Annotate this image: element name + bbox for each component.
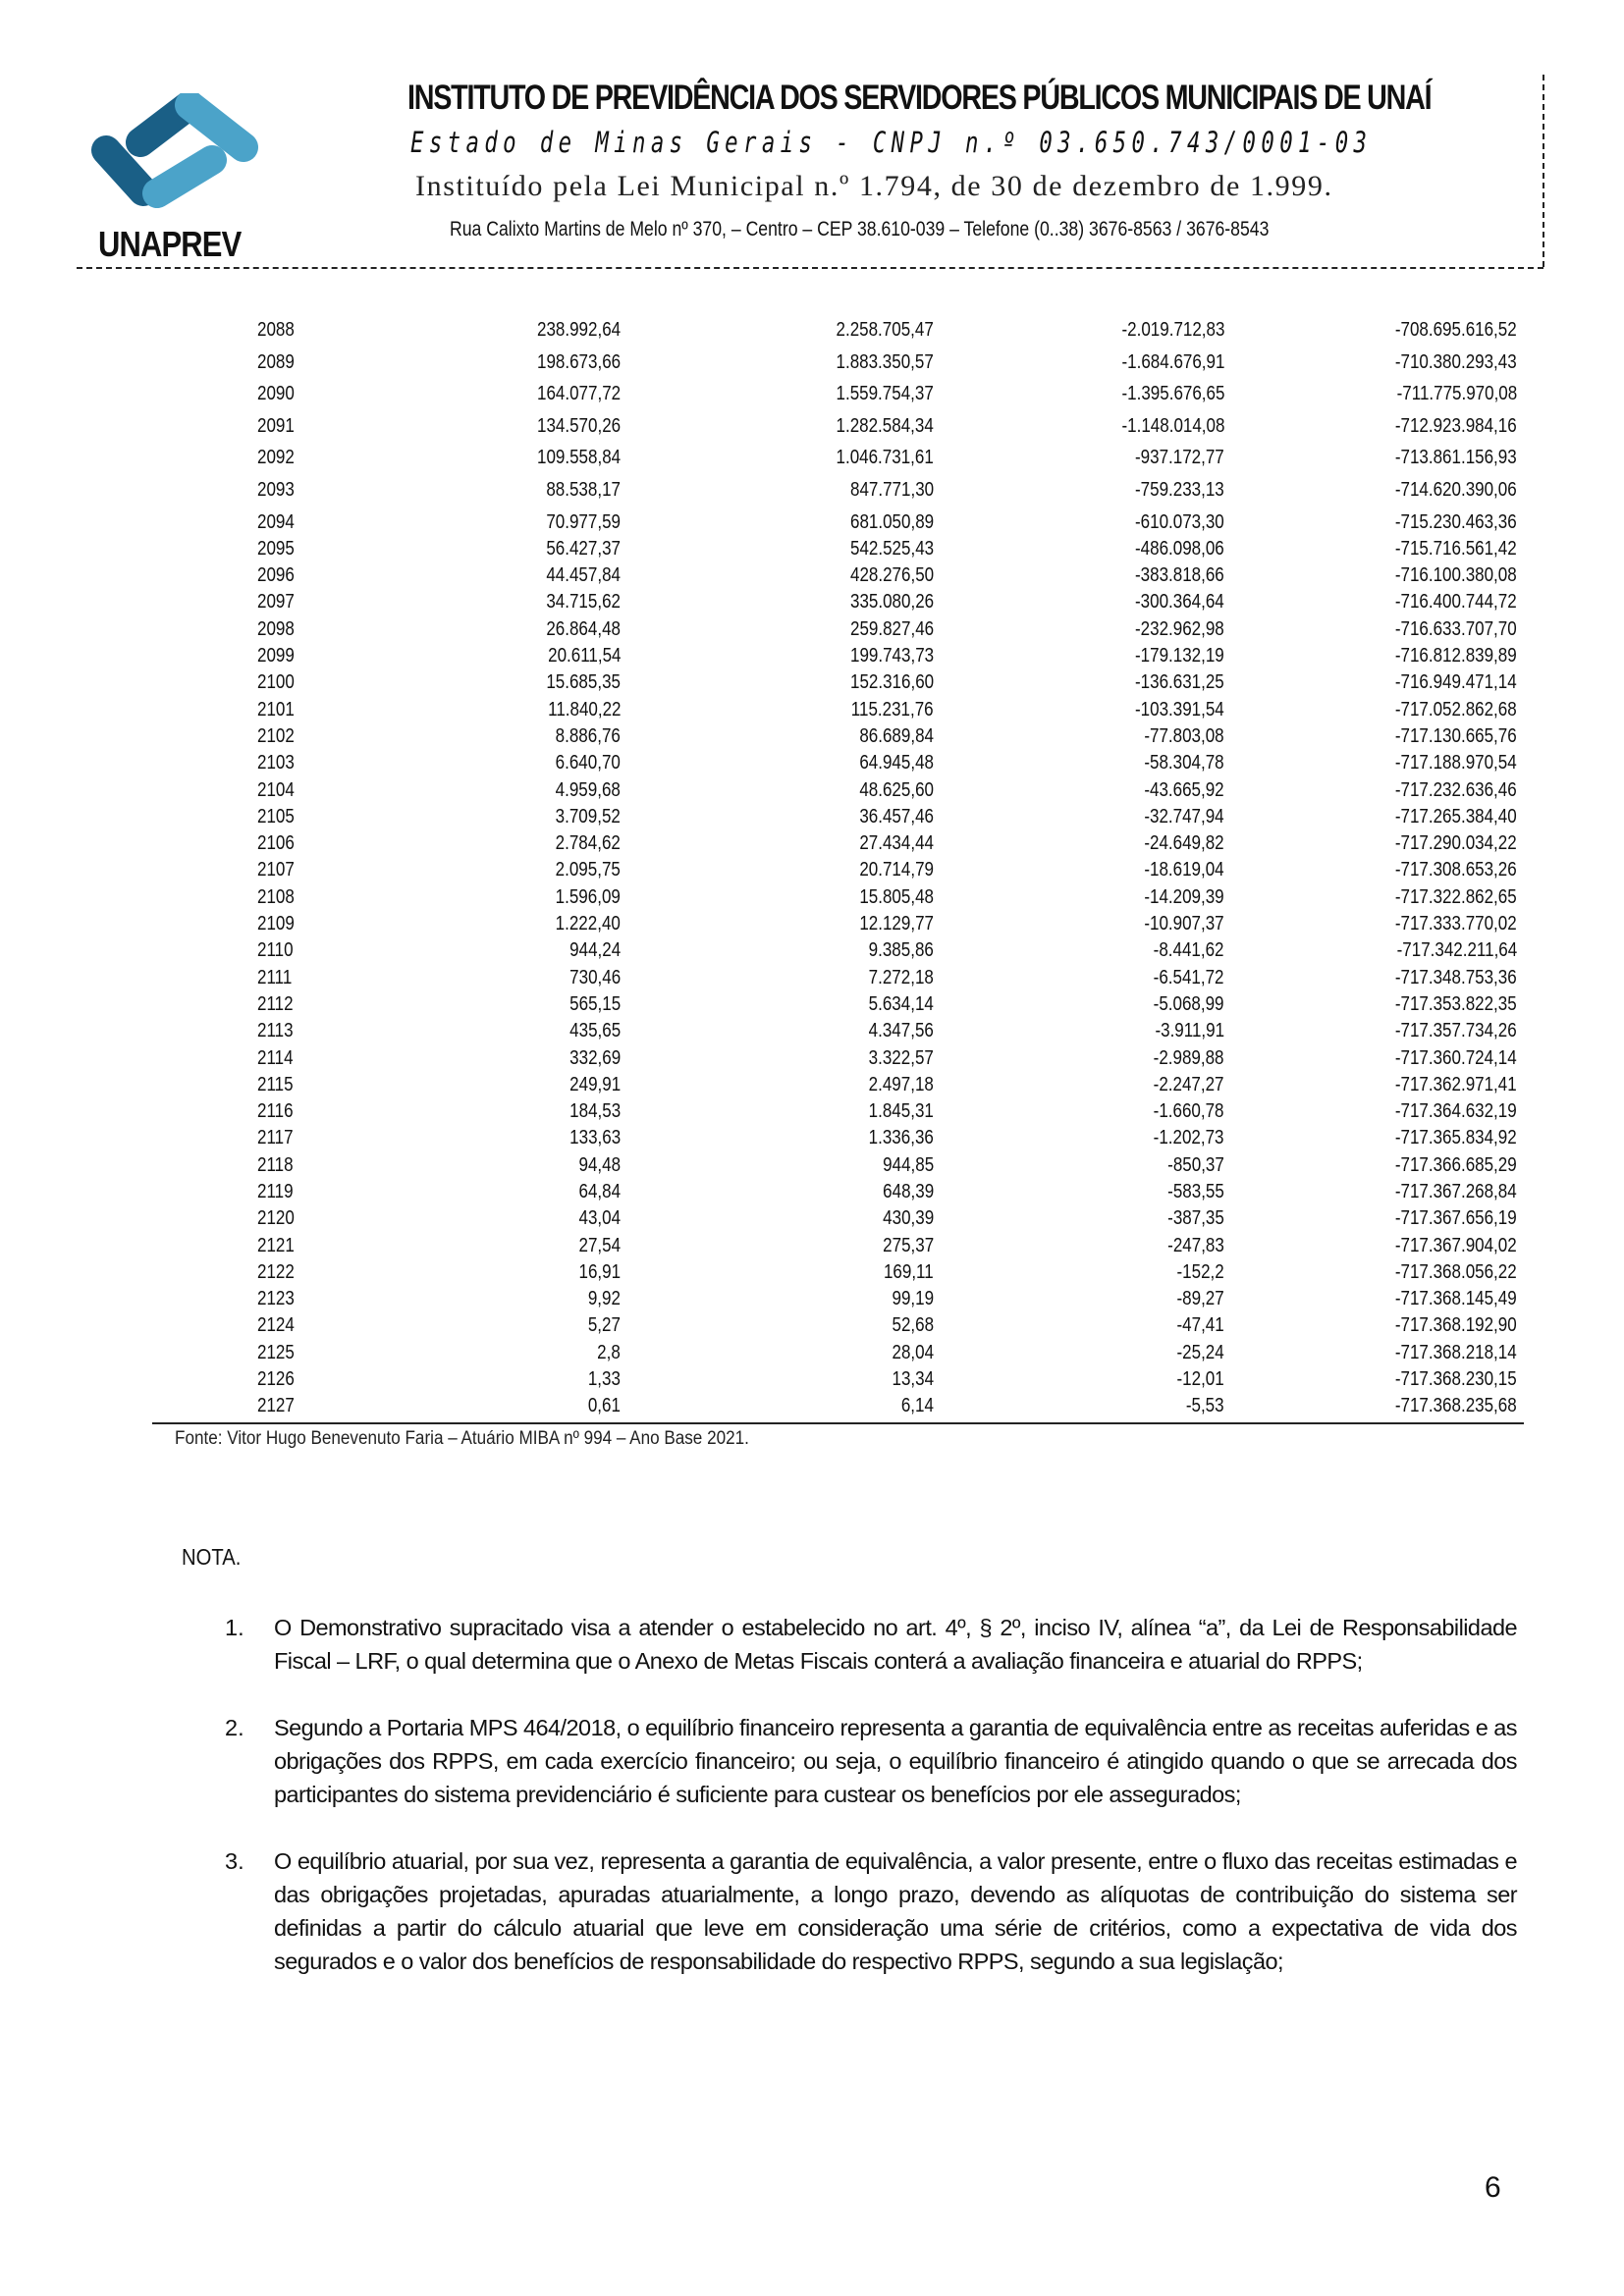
table-row [147,776,1522,803]
expense-cell: 5.634,14 [868,992,934,1015]
revenue-cell: 1.222,40 [555,913,621,935]
revenue-cell: 64,84 [578,1180,621,1202]
result-cell: -14.209,39 [1144,885,1224,908]
projection-table [147,316,1522,1419]
state-cnpj-line: Estado de Minas Gerais - CNPJ n.º 03.650.743/0001-03 [410,126,1373,159]
table-row [147,722,1522,749]
result-cell: -300.364,64 [1135,591,1224,614]
revenue-cell: 70.977,59 [546,510,621,533]
expense-cell: 648,39 [883,1180,934,1202]
revenue-cell: 20.611,54 [547,645,621,667]
year-cell: 2088 [257,319,295,341]
note-number: 3. [225,1848,244,1874]
year-cell: 2101 [257,698,295,721]
year-cell: 2112 [257,992,294,1015]
result-cell: -179.132,19 [1135,645,1224,667]
revenue-cell: 8.886,76 [555,724,621,747]
revenue-cell: 88.538,17 [546,478,621,501]
table-row [147,444,1522,476]
balance-cell: -717.052.862,68 [1395,698,1517,721]
result-cell: -32.747,94 [1144,805,1224,828]
result-cell: -2.989,88 [1154,1046,1224,1069]
result-cell: -3.911,91 [1155,1020,1224,1042]
balance-cell: -717.362.971,41 [1395,1073,1517,1095]
revenue-cell: 0,61 [587,1395,621,1417]
revenue-cell: 26.864,48 [546,617,621,640]
result-cell: -89,27 [1176,1288,1224,1310]
revenue-cell: 164.077,72 [536,383,621,405]
year-cell: 2090 [257,383,295,405]
note-item [221,1711,1517,1811]
year-cell: 2103 [257,752,295,774]
table-row [147,910,1522,936]
unaprev-logo-icon [86,93,268,211]
result-cell: -2.019.712,83 [1121,319,1224,341]
table-row [147,1204,1522,1231]
balance-cell: -717.367.656,19 [1395,1207,1517,1230]
revenue-cell: 435,65 [569,1020,621,1042]
result-cell: -1.202,73 [1154,1127,1224,1149]
revenue-cell: 238.992,64 [536,319,621,341]
expense-cell: 99,19 [892,1288,934,1310]
year-cell: 2107 [257,859,295,881]
note-item [221,1844,1517,1978]
header-side-divider [1543,75,1544,267]
result-cell: -5,53 [1186,1395,1224,1417]
revenue-cell: 2.095,75 [555,859,621,881]
expense-cell: 20.714,79 [859,859,934,881]
balance-cell: -717.368.235,68 [1395,1395,1517,1417]
result-cell: -10.907,37 [1144,913,1224,935]
result-cell: -103.391,54 [1135,698,1224,721]
year-cell: 2126 [257,1368,295,1391]
revenue-cell: 43,04 [578,1207,621,1230]
expense-cell: 13,34 [892,1368,934,1391]
year-cell: 2093 [257,478,295,501]
table-row [147,588,1522,614]
expense-cell: 12.129,77 [859,913,934,935]
balance-cell: -717.364.632,19 [1395,1100,1517,1123]
result-cell: -152,2 [1176,1260,1224,1283]
table-row [147,1232,1522,1258]
revenue-cell: 56.427,37 [546,537,621,560]
logo-text: UNAPREV [98,224,242,264]
revenue-cell: 133,63 [569,1127,621,1149]
year-cell: 2105 [257,805,295,828]
year-cell: 2119 [257,1180,294,1202]
result-cell: -1.395.676,65 [1121,383,1224,405]
balance-cell: -717.232.636,46 [1395,778,1517,801]
table-row [147,936,1522,963]
expense-cell: 681.050,89 [849,510,934,533]
result-cell: -850,37 [1167,1153,1224,1176]
balance-cell: -711.775.970,08 [1396,383,1517,405]
expense-cell: 847.771,30 [849,478,934,501]
notes-heading: NOTA. [182,1544,242,1570]
balance-cell: -712.923.984,16 [1395,414,1517,437]
year-cell: 2120 [257,1207,295,1230]
result-cell: -18.619,04 [1144,859,1224,881]
balance-cell: -717.322.862,65 [1395,885,1517,908]
balance-cell: -717.290.034,22 [1395,832,1517,855]
result-cell: -247,83 [1167,1234,1224,1256]
table-row [147,883,1522,910]
revenue-cell: 730,46 [569,966,621,988]
expense-cell: 169,11 [884,1260,934,1283]
table-bottom-rule [152,1422,1524,1424]
year-cell: 2091 [257,414,295,437]
revenue-cell: 15.685,35 [546,671,621,694]
year-cell: 2109 [257,913,295,935]
revenue-cell: 9,92 [587,1288,621,1310]
expense-cell: 1.559.754,37 [836,383,934,405]
balance-cell: -717.188.970,54 [1395,752,1517,774]
year-cell: 2099 [257,645,295,667]
address-line: Rua Calixto Martins de Melo nº 370, – Centro – CEP 38.610-039 – Telefone (0..38) 3676-8563 / 3676-8543 [450,218,1270,240]
table-row [147,380,1522,412]
expense-cell: 2.258.705,47 [836,319,934,341]
table-row [147,316,1522,348]
note-text: Segundo a Portaria MPS 464/2018, o equilíbrio financeiro representa a garantia de equivalência entre as receitas auferidas e as obrigações dos RPPS, em cada exercício financeiro; ou seja, o equilíbrio financeiro é atingido quando o que se arrecada dos participantes do sistema previdenciário é suficiente para custear os benefícios por ele assegurados; [274,1715,1517,1807]
expense-cell: 15.805,48 [859,885,934,908]
expense-cell: 27.434,44 [859,832,934,855]
table-row [147,1044,1522,1071]
balance-cell: -715.716.561,42 [1395,537,1517,560]
note-number: 1. [225,1615,244,1640]
table-row [147,615,1522,642]
result-cell: -77.803,08 [1144,724,1224,747]
balance-cell: -717.360.724,14 [1395,1046,1517,1069]
balance-cell: -716.812.839,89 [1395,645,1517,667]
balance-cell: -717.367.904,02 [1395,1234,1517,1256]
balance-cell: -717.308.653,26 [1395,859,1517,881]
year-cell: 2124 [257,1314,295,1337]
expense-cell: 4.347,56 [868,1020,934,1042]
balance-cell: -717.348.753,36 [1395,966,1517,988]
balance-cell: -717.357.734,26 [1395,1020,1517,1042]
result-cell: -5.068,99 [1154,992,1224,1015]
page-number: 6 [1485,2171,1501,2204]
expense-cell: 1.883.350,57 [836,350,934,373]
table-row [147,990,1522,1017]
year-cell: 2096 [257,564,295,587]
table-row [147,668,1522,695]
table-row [147,964,1522,990]
revenue-cell: 5,27 [587,1314,621,1337]
note-item [221,1611,1517,1678]
table-row [147,1311,1522,1338]
expense-cell: 2.497,18 [868,1073,934,1095]
table-row [147,642,1522,668]
result-cell: -1.684.676,91 [1121,350,1224,373]
revenue-cell: 44.457,84 [546,564,621,587]
revenue-cell: 11.840,22 [547,698,621,721]
expense-cell: 944,85 [883,1153,934,1176]
expense-cell: 542.525,43 [849,537,934,560]
year-cell: 2125 [257,1341,295,1363]
table-row [147,1124,1522,1150]
year-cell: 2106 [257,832,295,855]
table-row [147,1017,1522,1043]
balance-cell: -717.365.834,92 [1395,1127,1517,1149]
expense-cell: 3.322,57 [868,1046,934,1069]
revenue-cell: 3.709,52 [555,805,621,828]
balance-cell: -717.265.384,40 [1395,805,1517,828]
table-row [147,535,1522,561]
table-row [147,412,1522,445]
revenue-cell: 249,91 [569,1073,621,1095]
result-cell: -486.098,06 [1135,537,1224,560]
table-row [147,749,1522,775]
result-cell: -610.073,30 [1135,510,1224,533]
year-cell: 2123 [257,1288,295,1310]
result-cell: -43.665,92 [1144,778,1224,801]
expense-cell: 28,04 [892,1341,934,1363]
result-cell: -1.660,78 [1154,1100,1224,1123]
table-row [147,1258,1522,1285]
revenue-cell: 565,15 [569,992,621,1015]
expense-cell: 428.276,50 [849,564,934,587]
year-cell: 2114 [257,1046,294,1069]
result-cell: -58.304,78 [1144,752,1224,774]
balance-cell: -716.100.380,08 [1395,564,1517,587]
revenue-cell: 2.784,62 [555,832,621,855]
balance-cell: -716.400.744,72 [1395,591,1517,614]
table-row [147,1285,1522,1311]
balance-cell: -716.633.707,70 [1395,617,1517,640]
year-cell: 2115 [257,1073,294,1095]
expense-cell: 86.689,84 [859,724,934,747]
year-cell: 2094 [257,510,295,533]
note-text: O Demonstrativo supracitado visa a atender o estabelecido no art. 4º, § 2º, inciso IV, alínea “a”, da Lei de Responsabilidade Fiscal – LRF, o qual determina que o Anexo de Metas Fiscais conterá a avaliação financeira e atuarial do RPPS; [274,1615,1517,1674]
table-row [147,508,1522,535]
balance-cell: -717.368.218,14 [1395,1341,1517,1363]
result-cell: -12,01 [1176,1368,1224,1391]
year-cell: 2095 [257,537,295,560]
expense-cell: 1.282.584,34 [836,414,934,437]
result-cell: -47,41 [1176,1314,1224,1337]
result-cell: -759.233,13 [1135,478,1224,501]
table-row [147,476,1522,508]
revenue-cell: 1.596,09 [555,885,621,908]
result-cell: -937.172,77 [1135,447,1224,469]
result-cell: -2.247,27 [1154,1073,1224,1095]
table-row [147,829,1522,856]
balance-cell: -717.342.211,64 [1396,939,1517,962]
result-cell: -25,24 [1176,1341,1224,1363]
table-row [147,1071,1522,1097]
revenue-cell: 944,24 [569,939,621,962]
expense-cell: 199.743,73 [849,645,934,667]
revenue-cell: 94,48 [578,1153,621,1176]
year-cell: 2102 [257,724,295,747]
revenue-cell: 1,33 [587,1368,621,1391]
year-cell: 2116 [257,1100,294,1123]
table-row [147,1339,1522,1365]
expense-cell: 115.231,76 [851,698,934,721]
note-number: 2. [225,1715,244,1740]
year-cell: 2117 [257,1127,294,1149]
revenue-cell: 2,8 [597,1341,621,1363]
table-row [147,561,1522,588]
revenue-cell: 184,53 [569,1100,621,1123]
table-source: Fonte: Vitor Hugo Benevenuto Faria – Atuário MIBA nº 994 – Ano Base 2021. [175,1428,749,1449]
table-row [147,856,1522,882]
expense-cell: 64.945,48 [859,752,934,774]
balance-cell: -717.368.192,90 [1395,1314,1517,1337]
balance-cell: -717.368.145,49 [1395,1288,1517,1310]
balance-cell: -717.130.665,76 [1395,724,1517,747]
year-cell: 2118 [257,1153,294,1176]
balance-cell: -717.333.770,02 [1395,913,1517,935]
year-cell: 2097 [257,591,295,614]
revenue-cell: 332,69 [569,1046,621,1069]
table-row [147,696,1522,722]
table-row [147,1178,1522,1204]
revenue-cell: 16,91 [578,1260,621,1283]
note-text: O equilíbrio atuarial, por sua vez, representa a garantia de equivalência, a valor presente, entre o fluxo das receitas estimadas e das obrigações projetadas, apuradas atuarialmente, a longo prazo, devendo as alíquotas de contribuição do sistema ser definidas a partir do cálculo atuarial que leve em consideração uma série de critérios, como a expectativa de vida dos segurados e o valor dos benefícios de responsabilidade do respectivo RPPS, segundo a sua legislação; [274,1848,1517,1974]
expense-cell: 275,37 [883,1234,934,1256]
year-cell: 2111 [257,966,293,988]
revenue-cell: 134.570,26 [536,414,621,437]
expense-cell: 259.827,46 [849,617,934,640]
result-cell: -583,55 [1167,1180,1224,1202]
year-cell: 2110 [257,939,294,962]
result-cell: -6.541,72 [1154,966,1224,988]
revenue-cell: 198.673,66 [536,350,621,373]
balance-cell: -717.353.822,35 [1395,992,1517,1015]
expense-cell: 430,39 [883,1207,934,1230]
year-cell: 2113 [257,1020,294,1042]
year-cell: 2108 [257,885,295,908]
expense-cell: 48.625,60 [859,778,934,801]
revenue-cell: 109.558,84 [536,447,621,469]
result-cell: -24.649,82 [1144,832,1224,855]
expense-cell: 52,68 [892,1314,934,1337]
year-cell: 2121 [257,1234,295,1256]
institute-title: INSTITUTO DE PREVIDÊNCIA DOS SERVIDORES PÚBLICOS MUNICIPAIS DE UNAÍ [407,79,1432,117]
table-row [147,1392,1522,1418]
expense-cell: 1.046.731,61 [836,447,934,469]
year-cell: 2104 [257,778,295,801]
revenue-cell: 34.715,62 [546,591,621,614]
result-cell: -136.631,25 [1135,671,1224,694]
result-cell: -383.818,66 [1135,564,1224,587]
revenue-cell: 4.959,68 [555,778,621,801]
table-row [147,1097,1522,1124]
expense-cell: 1.845,31 [868,1100,934,1123]
result-cell: -387,35 [1167,1207,1224,1230]
expense-cell: 152.316,60 [849,671,934,694]
expense-cell: 9.385,86 [868,939,934,962]
expense-cell: 335.080,26 [849,591,934,614]
balance-cell: -717.368.056,22 [1395,1260,1517,1283]
balance-cell: -713.861.156,93 [1395,447,1517,469]
year-cell: 2098 [257,617,295,640]
table-row [147,1151,1522,1178]
balance-cell: -710.380.293,43 [1395,350,1517,373]
balance-cell: -714.620.390,06 [1395,478,1517,501]
year-cell: 2127 [257,1395,295,1417]
balance-cell: -715.230.463,36 [1395,510,1517,533]
balance-cell: -716.949.471,14 [1395,671,1517,694]
table-row [147,348,1522,381]
revenue-cell: 6.640,70 [555,752,621,774]
header-divider [77,267,1543,269]
balance-cell: -717.368.230,15 [1395,1368,1517,1391]
result-cell: -1.148.014,08 [1121,414,1224,437]
expense-cell: 1.336,36 [868,1127,934,1149]
balance-cell: -708.695.616,52 [1395,319,1517,341]
revenue-cell: 27,54 [578,1234,621,1256]
expense-cell: 6,14 [900,1395,934,1417]
year-cell: 2089 [257,350,295,373]
table-row [147,803,1522,829]
year-cell: 2092 [257,447,295,469]
year-cell: 2100 [257,671,295,694]
expense-cell: 7.272,18 [868,966,934,988]
balance-cell: -717.367.268,84 [1395,1180,1517,1202]
table-row [147,1365,1522,1392]
balance-cell: -717.366.685,29 [1395,1153,1517,1176]
law-line: Instituído pela Lei Municipal n.º 1.794, de 30 de dezembro de 1.999. [415,170,1333,202]
result-cell: -232.962,98 [1135,617,1224,640]
year-cell: 2122 [257,1260,295,1283]
expense-cell: 36.457,46 [859,805,934,828]
notes-list [221,1611,1517,2011]
result-cell: -8.441,62 [1154,939,1224,962]
